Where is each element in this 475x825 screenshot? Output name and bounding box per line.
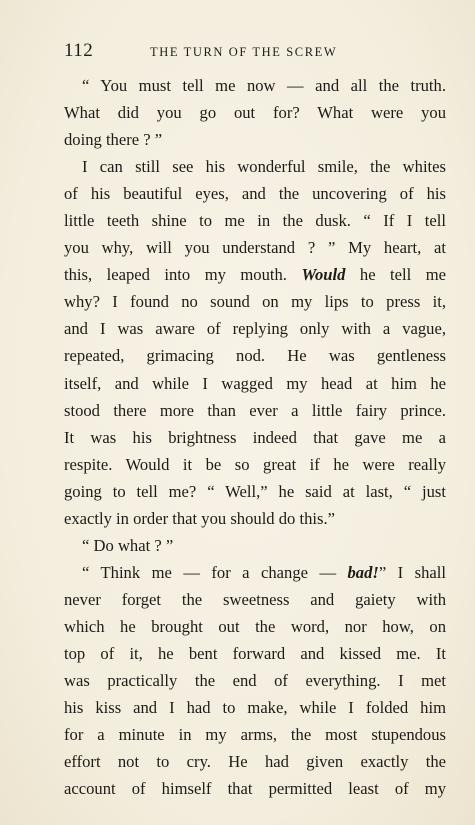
text-line: repeated, grimacing nod. He was gentleness (64, 346, 446, 366)
page-number: 112 (64, 40, 94, 61)
text-line: why? I found no sound on my lips to press it, (64, 292, 446, 312)
text-line: for a minute in my arms, the most stupendous (64, 725, 446, 745)
running-head (64, 40, 446, 64)
emphasis-word: Would (301, 265, 346, 285)
text-line: which he brought out the word, nor how, on (64, 616, 446, 636)
emphasis-word: bad! (347, 562, 379, 582)
text-line: his kiss and I had to make, while I folded him (64, 698, 446, 718)
text-line: I can still see his wonderful smile, the whites (82, 157, 446, 177)
text-line: this, leaped into my mouth. Would he tell me (64, 265, 446, 285)
text-line: was practically the end of everything. I met (64, 671, 446, 691)
text-line: going to tell me? “ Well,” he said at last, “ just (64, 481, 446, 501)
text-line: never forget the sweetness and gaiety with (64, 589, 446, 609)
text-line: top of it, he bent forward and kissed me. It (64, 643, 446, 663)
text-line: itself, and while I wagged my head at him he (64, 373, 446, 393)
body-text (64, 72, 446, 802)
text-line: “ You must tell me now — and all the truth. (82, 76, 446, 95)
text-line: effort not to cry. He had given exactly the (64, 752, 446, 772)
text-line: and I was aware of replying only with a vague, (64, 319, 446, 339)
text-line: stood there more than ever a little fairy prince. (64, 400, 446, 420)
text-line: doing there ? ” (64, 130, 163, 150)
text-line: It was his brightness indeed that gave me a (64, 427, 446, 447)
text-line: “ Do what ? ” (82, 535, 174, 555)
running-title: THE TURN OF THE SCREW (150, 45, 338, 59)
text-line: What did you go out for? What were you (64, 103, 446, 123)
text-line: account of himself that permitted least of my (64, 779, 446, 799)
text-line: respite. Would it be so great if he were really (64, 454, 446, 474)
text-line: you why, will you understand ? ” My heart, at (64, 238, 446, 258)
text-line: exactly in order that you should do this.” (64, 508, 335, 528)
text-line: of his beautiful eyes, and the uncovering of his (64, 184, 446, 204)
text-line: “ Think me — for a change — bad!” I shall (82, 562, 446, 582)
text-line: little teeth shine to me in the dusk. “ If I tell (64, 211, 446, 231)
